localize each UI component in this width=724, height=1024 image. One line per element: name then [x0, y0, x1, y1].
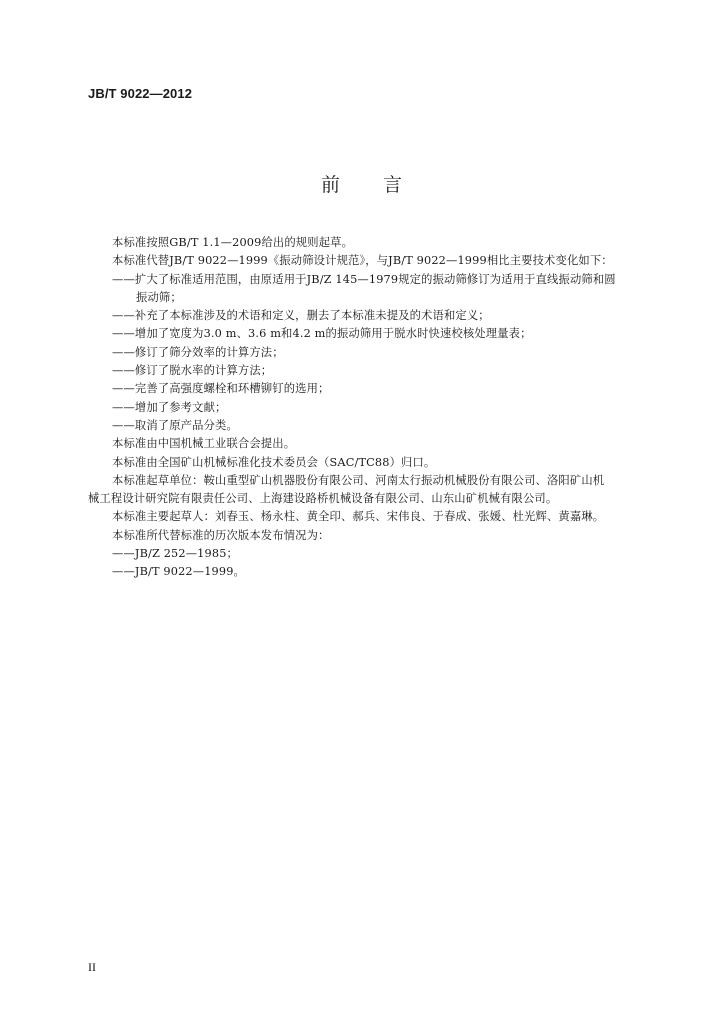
preface-body [88, 234, 660, 582]
page-title [0, 170, 724, 197]
change-item-dewatering-rate: ——修订了脱水率的计算方法； [112, 364, 273, 378]
change-item-bolts-rivets: ——完善了高强度螺栓和环槽铆钉的选用； [112, 382, 330, 396]
paragraph-line-proposer: 本标准由中国机械工业联合会提出。 [112, 437, 296, 451]
paragraph-line-drafting-rules: 本标准按照GB/T 1.1—2009给出的规则起草。 [112, 236, 354, 249]
change-item-scope: ——扩大了标准适用范围，由原适用于JB/Z 145—1979规定的振动筛修订为适用于直线振动筛和圆 [112, 272, 616, 286]
history-item-1999: ——JB/T 9022—1999。 [112, 565, 245, 579]
change-item-references: ——增加了参考文献； [112, 400, 227, 414]
paragraph-line-drafters: 本标准主要起草人：刘春玉、杨永柱、黄全印、郝兵、宋伟良、于春成、张媛、杜光辉、黄嘉琳。 [112, 510, 605, 524]
change-item-screening-efficiency: ——修订了筛分效率的计算方法； [112, 345, 284, 359]
change-item-capacity-table: ——增加了宽度为3.0 m、3.6 m和4.2 m的振动筛用于脱水时快速校核处理量表； [112, 327, 532, 341]
change-item-classification: ——取消了原产品分类。 [112, 418, 238, 432]
history-item-1985: ——JB/Z 252—1985； [112, 547, 238, 561]
page-title-left-char: 前 [320, 174, 341, 196]
paragraph-line-committee: 本标准由全国矿山机械标准化技术委员会（SAC/TC88）归口。 [112, 455, 436, 469]
paragraph-line-drafting-units-continuation: 械工程设计研究院有限责任公司、上海建设路桥机械设备有限公司、山东山矿机械有限公司。 [88, 492, 558, 506]
change-item-scope-continuation: 振动筛； [136, 290, 182, 304]
paragraph-line-drafting-units: 本标准起草单位：鞍山重型矿山机器股份有限公司、河南太行振动机械股份有限公司、洛阳矿山机 [112, 473, 605, 487]
page-title-right-char: 言 [383, 174, 404, 196]
paragraph-line-replacement: 本标准代替JB/T 9022—1999《振动筛设计规范》，与JB/T 9022—1999相比主要技术变化如下： [112, 254, 613, 268]
page-number: II [88, 960, 96, 974]
paragraph-line-history: 本标准所代替标准的历次版本发布情况为： [112, 528, 330, 542]
change-item-terms: ——补充了本标准涉及的术语和定义，删去了本标准未提及的术语和定义； [112, 309, 490, 323]
standard-number: JB/T 9022—2012 [88, 86, 193, 101]
